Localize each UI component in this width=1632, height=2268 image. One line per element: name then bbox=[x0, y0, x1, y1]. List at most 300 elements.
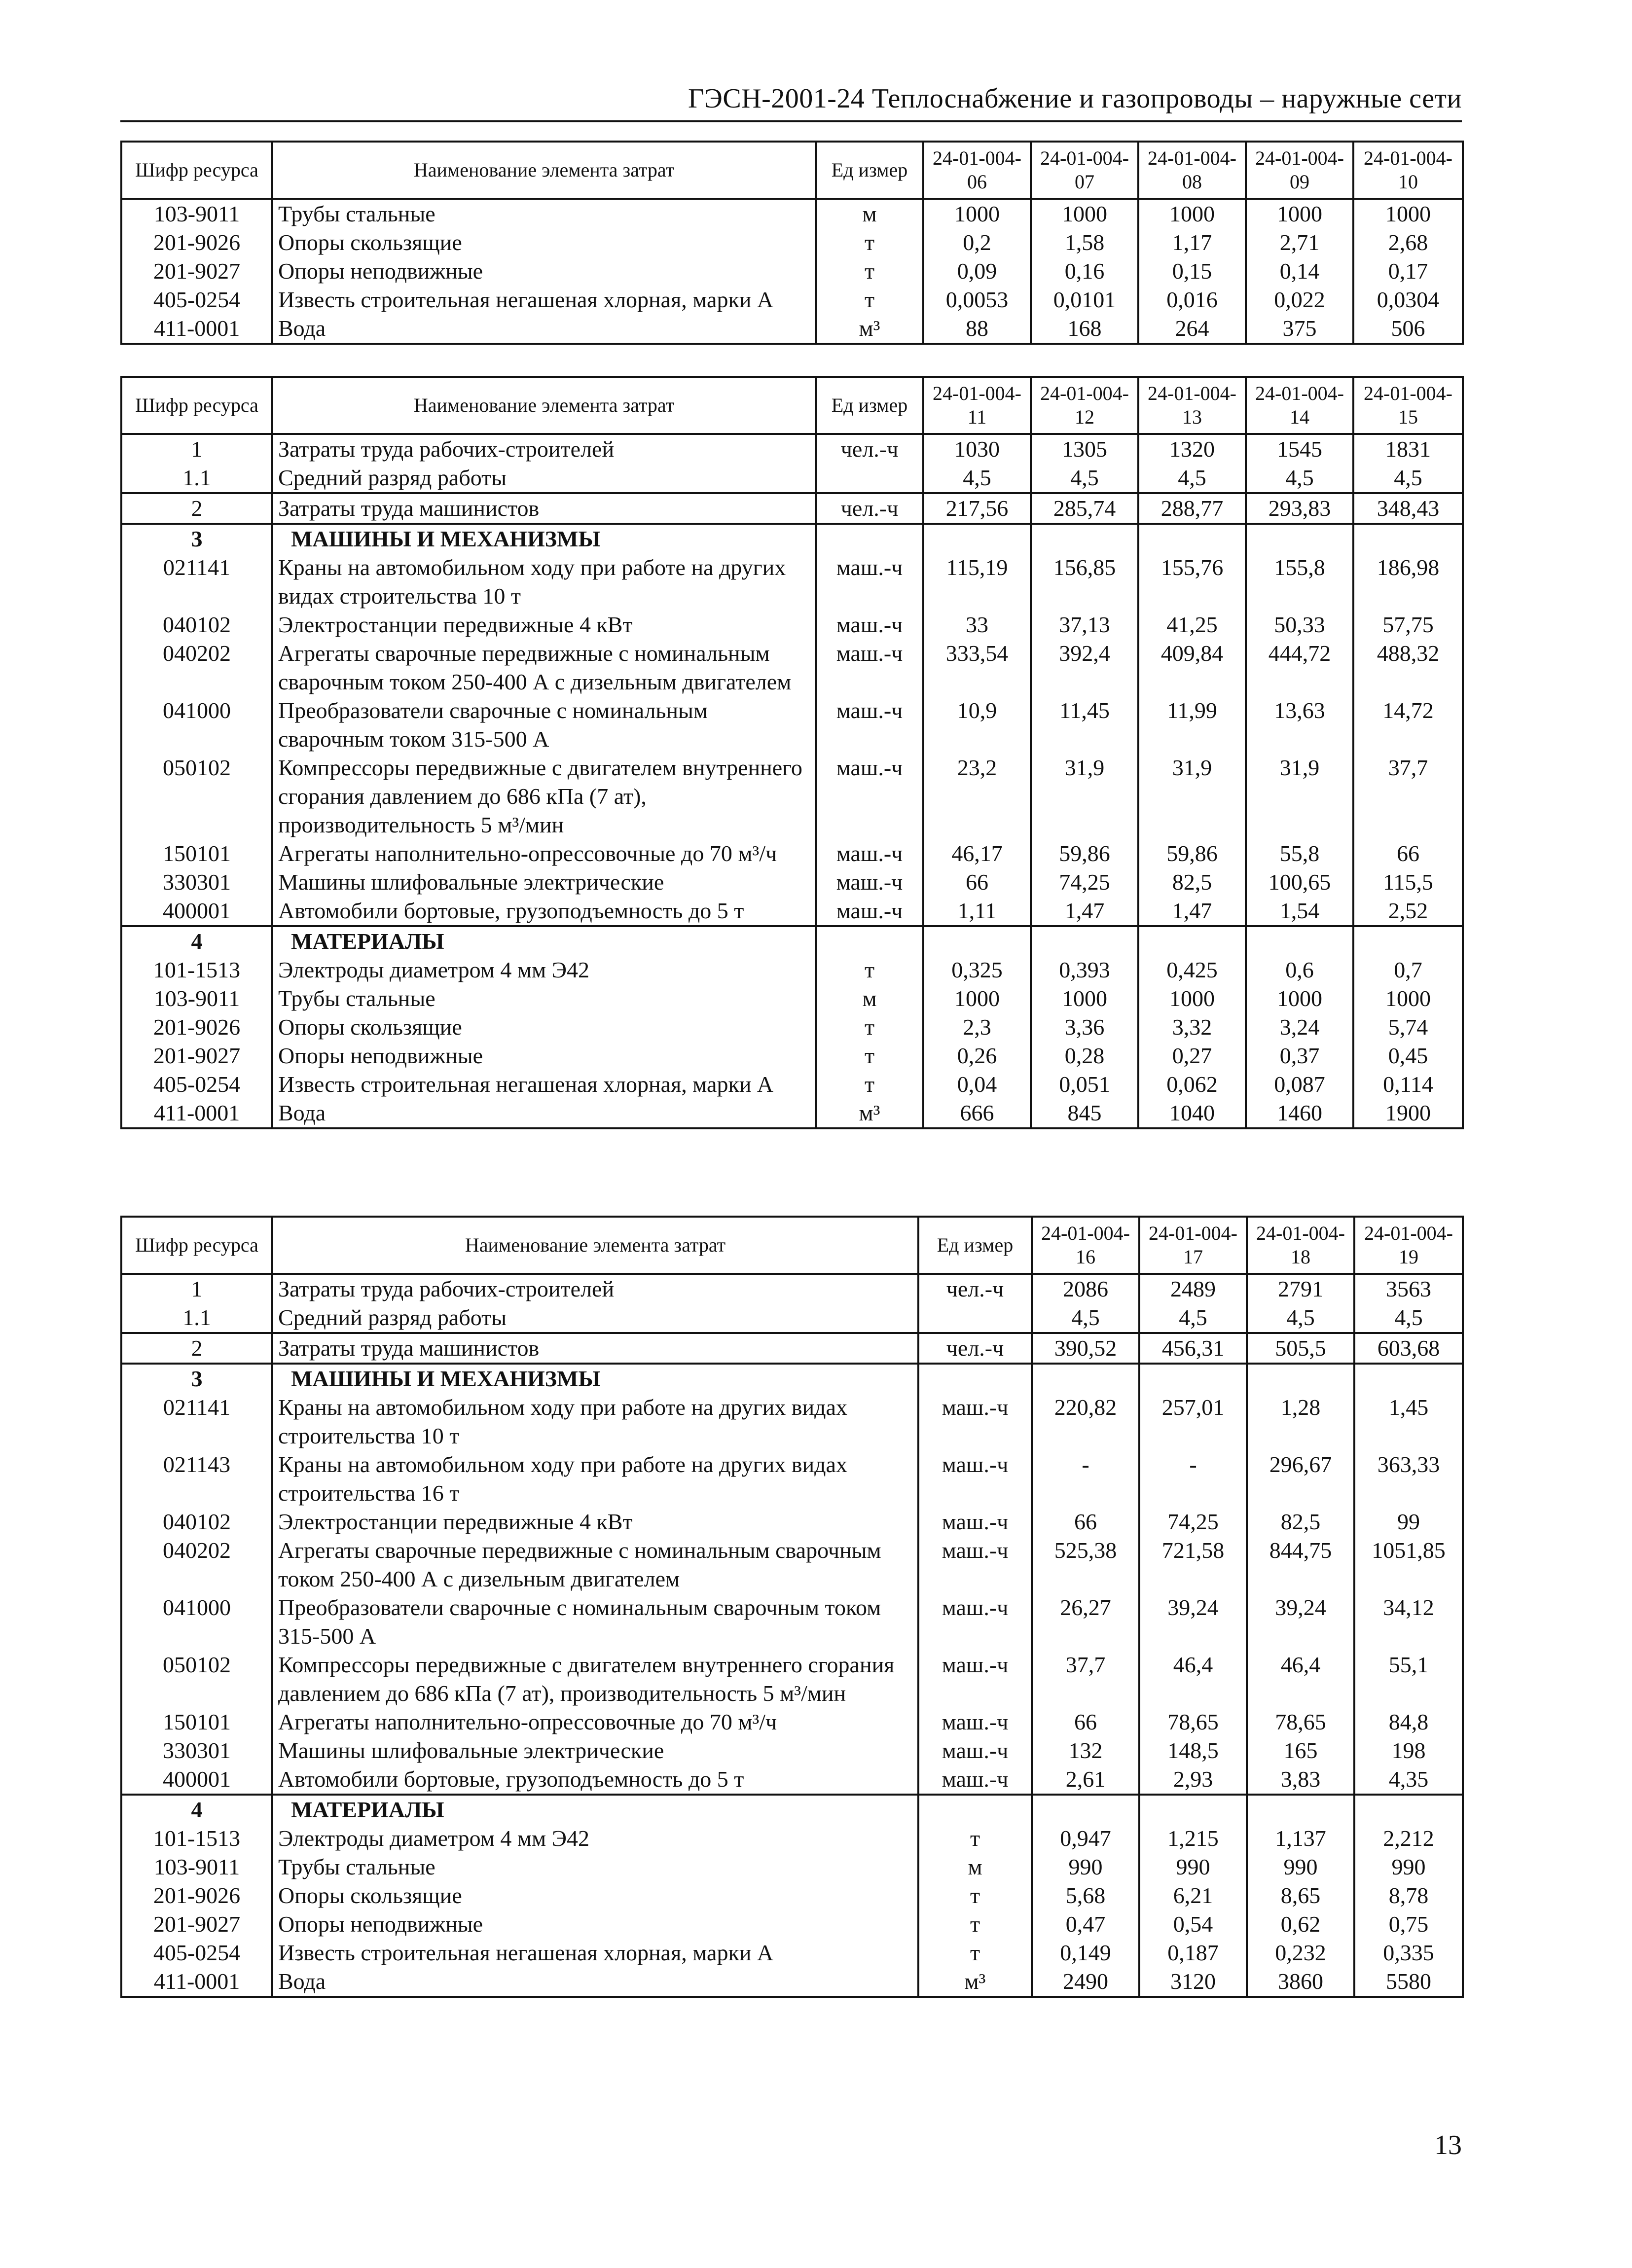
resource-name: Затраты труда рабочих-строителей bbox=[272, 434, 816, 464]
resource-value: 66 bbox=[1353, 839, 1463, 868]
resource-value: 4,5 bbox=[1032, 1303, 1139, 1333]
resource-value: 165 bbox=[1247, 1736, 1354, 1765]
resource-value: 285,74 bbox=[1031, 493, 1138, 524]
resource-value: 392,4 bbox=[1031, 639, 1138, 696]
resource-value: 444,72 bbox=[1246, 639, 1353, 696]
resource-value bbox=[1353, 524, 1463, 553]
table-row bbox=[121, 956, 1463, 984]
resource-unit: т bbox=[816, 257, 923, 286]
table-row bbox=[121, 314, 1463, 344]
resource-value: 26,27 bbox=[1032, 1593, 1139, 1651]
resource-value: 348,43 bbox=[1353, 493, 1463, 524]
resource-unit bbox=[816, 464, 923, 493]
resource-value: 603,68 bbox=[1354, 1333, 1463, 1364]
resource-unit: маш.-ч bbox=[816, 868, 923, 897]
resource-code: 1.1 bbox=[121, 464, 272, 493]
resource-value: 4,5 bbox=[1247, 1303, 1354, 1333]
resource-value: 13,63 bbox=[1246, 696, 1353, 754]
resource-unit: т bbox=[816, 286, 923, 314]
resource-value: 2489 bbox=[1139, 1274, 1247, 1303]
resource-name: Затраты труда машинистов bbox=[272, 1333, 918, 1364]
table-row bbox=[121, 286, 1463, 314]
resource-value: 390,52 bbox=[1032, 1333, 1139, 1364]
resource-value bbox=[923, 926, 1031, 956]
table-row bbox=[121, 199, 1463, 228]
resource-unit: м bbox=[816, 199, 923, 228]
resource-value: - bbox=[1032, 1450, 1139, 1508]
table-row bbox=[121, 1824, 1463, 1853]
resource-unit: м³ bbox=[816, 314, 923, 344]
resource-name: Агрегаты наполнительно-опрессовочные до 70 м³/ч bbox=[272, 1708, 918, 1736]
resource-name: Агрегаты наполнительно-опрессовочные до 70 м³/ч bbox=[272, 839, 816, 868]
resource-value: 39,24 bbox=[1139, 1593, 1247, 1651]
table-row bbox=[121, 493, 1463, 524]
resource-value: 11,45 bbox=[1031, 696, 1138, 754]
resource-value: 55,1 bbox=[1354, 1651, 1463, 1708]
resource-value: 46,17 bbox=[923, 839, 1031, 868]
resource-unit: т bbox=[816, 1070, 923, 1099]
resource-name: Средний разряд работы bbox=[272, 1303, 918, 1333]
resource-value: 4,5 bbox=[1353, 464, 1463, 493]
resource-unit: т bbox=[816, 1013, 923, 1042]
resource-value: 37,7 bbox=[1353, 754, 1463, 839]
resource-code: 201-9026 bbox=[121, 1881, 272, 1910]
resource-value: 409,84 bbox=[1138, 639, 1246, 696]
resource-value: 37,13 bbox=[1031, 611, 1138, 639]
resource-code: 040102 bbox=[121, 611, 272, 639]
resource-unit bbox=[918, 1364, 1032, 1393]
table-row bbox=[121, 897, 1463, 926]
resource-value: 0,016 bbox=[1138, 286, 1246, 314]
resource-value: 4,5 bbox=[1246, 464, 1353, 493]
resource-value: 31,9 bbox=[1031, 754, 1138, 839]
resource-value: 148,5 bbox=[1139, 1736, 1247, 1765]
table-row bbox=[121, 1042, 1463, 1070]
resource-value: 46,4 bbox=[1247, 1651, 1354, 1708]
column-header-name: Наименование элемента затрат bbox=[272, 142, 816, 199]
table-row bbox=[121, 696, 1463, 754]
resource-value: 2,212 bbox=[1354, 1824, 1463, 1853]
resource-value: 0,09 bbox=[923, 257, 1031, 286]
resource-unit: т bbox=[918, 1824, 1032, 1853]
resource-code: 150101 bbox=[121, 839, 272, 868]
resource-value: 0,37 bbox=[1246, 1042, 1353, 1070]
resource-unit bbox=[918, 1795, 1032, 1824]
resource-value: 14,72 bbox=[1353, 696, 1463, 754]
table-row bbox=[121, 1274, 1463, 1303]
resource-value: 2791 bbox=[1247, 1274, 1354, 1303]
resource-code: 2 bbox=[121, 493, 272, 524]
column-header-norm: 24-01-004-09 bbox=[1246, 142, 1353, 199]
resource-value: - bbox=[1139, 1450, 1247, 1508]
resource-value: 5,68 bbox=[1032, 1881, 1139, 1910]
resource-value: 525,38 bbox=[1032, 1536, 1139, 1593]
resource-value: 0,947 bbox=[1032, 1824, 1139, 1853]
resource-name: Вода bbox=[272, 1099, 816, 1128]
column-header-norm: 24-01-004-12 bbox=[1031, 377, 1138, 434]
table-row bbox=[121, 1651, 1463, 1708]
resource-value: 3,83 bbox=[1247, 1765, 1354, 1795]
resource-name: Опоры неподвижные bbox=[272, 1042, 816, 1070]
resource-value: 132 bbox=[1032, 1736, 1139, 1765]
resource-code: 405-0254 bbox=[121, 1939, 272, 1967]
resource-name: Опоры неподвижные bbox=[272, 1910, 918, 1939]
resource-value: 3,36 bbox=[1031, 1013, 1138, 1042]
resource-name: Автомобили бортовые, грузоподъемность до 5 т bbox=[272, 897, 816, 926]
resource-name: Краны на автомобильном ходу при работе на других видах строительства 16 т bbox=[272, 1450, 918, 1508]
resource-value: 3120 bbox=[1139, 1967, 1247, 1997]
resource-name: Компрессоры передвижные с двигателем внутреннего сгорания давлением до 686 кПа (7 ат), производительность 5 м³/мин bbox=[272, 1651, 918, 1708]
resource-value: 844,75 bbox=[1247, 1536, 1354, 1593]
table-row bbox=[121, 1881, 1463, 1910]
resource-value: 78,65 bbox=[1139, 1708, 1247, 1736]
resource-name: Затраты труда рабочих-строителей bbox=[272, 1274, 918, 1303]
resource-value: 0,051 bbox=[1031, 1070, 1138, 1099]
resource-unit: маш.-ч bbox=[816, 839, 923, 868]
resource-value: 1831 bbox=[1353, 434, 1463, 464]
table-row bbox=[121, 1099, 1463, 1128]
resource-unit: м³ bbox=[918, 1967, 1032, 1997]
resource-value: 4,5 bbox=[923, 464, 1031, 493]
resource-name: Преобразователи сварочные с номинальным сварочным током 315-500 А bbox=[272, 696, 816, 754]
resource-value: 5,74 bbox=[1353, 1013, 1463, 1042]
column-header-code: Шифр ресурса bbox=[121, 142, 272, 199]
resource-value: 33 bbox=[923, 611, 1031, 639]
resource-value: 156,85 bbox=[1031, 553, 1138, 611]
resource-value: 11,99 bbox=[1138, 696, 1246, 754]
resource-value: 31,9 bbox=[1246, 754, 1353, 839]
resource-name: Машины шлифовальные электрические bbox=[272, 1736, 918, 1765]
resource-value: 2,93 bbox=[1139, 1765, 1247, 1795]
resource-code: 040202 bbox=[121, 639, 272, 696]
resource-name: Машины шлифовальные электрические bbox=[272, 868, 816, 897]
resource-name: Электроды диаметром 4 мм Э42 bbox=[272, 956, 816, 984]
resource-value: 50,33 bbox=[1246, 611, 1353, 639]
resource-value: 186,98 bbox=[1353, 553, 1463, 611]
resource-unit: маш.-ч bbox=[816, 897, 923, 926]
resource-value: 990 bbox=[1139, 1853, 1247, 1881]
table-header-row bbox=[121, 142, 1463, 199]
resource-name: МАТЕРИАЛЫ bbox=[272, 1795, 918, 1824]
resource-value: 1900 bbox=[1353, 1099, 1463, 1128]
table-row bbox=[121, 553, 1463, 611]
resource-value: 0,6 bbox=[1246, 956, 1353, 984]
column-header-norm: 24-01-004-16 bbox=[1032, 1217, 1139, 1274]
resource-value: 34,12 bbox=[1354, 1593, 1463, 1651]
resource-code: 021143 bbox=[121, 1450, 272, 1508]
resource-value: 488,32 bbox=[1353, 639, 1463, 696]
resource-name: Краны на автомобильном ходу при работе на других видах строительства 10 т bbox=[272, 553, 816, 611]
cost-table-1 bbox=[120, 141, 1464, 345]
resource-name: Известь строительная негашеная хлорная, марки А bbox=[272, 1939, 918, 1967]
resource-value: 0,47 bbox=[1032, 1910, 1139, 1939]
resource-value: 4,5 bbox=[1354, 1303, 1463, 1333]
table-row bbox=[121, 1910, 1463, 1939]
resource-value: 0,425 bbox=[1138, 956, 1246, 984]
resource-value: 666 bbox=[923, 1099, 1031, 1128]
resource-code: 103-9011 bbox=[121, 1853, 272, 1881]
resource-value: 99 bbox=[1354, 1508, 1463, 1536]
page-header: ГЭСН-2001-24 Теплоснабжение и газопроводы – наружные сети bbox=[688, 83, 1462, 114]
table-header-row bbox=[121, 377, 1463, 434]
table-row bbox=[121, 1508, 1463, 1536]
resource-value: 74,25 bbox=[1139, 1508, 1247, 1536]
resource-unit: м³ bbox=[816, 1099, 923, 1128]
resource-value: 23,2 bbox=[923, 754, 1031, 839]
resource-value: 4,5 bbox=[1139, 1303, 1247, 1333]
resource-unit: маш.-ч bbox=[816, 754, 923, 839]
resource-value: 66 bbox=[1032, 1508, 1139, 1536]
resource-value: 1,47 bbox=[1031, 897, 1138, 926]
resource-value: 0,114 bbox=[1353, 1070, 1463, 1099]
resource-unit bbox=[816, 926, 923, 956]
resource-value: 456,31 bbox=[1139, 1333, 1247, 1364]
resource-name: Трубы стальные bbox=[272, 1853, 918, 1881]
table-row bbox=[121, 1765, 1463, 1795]
resource-unit: маш.-ч bbox=[918, 1765, 1032, 1795]
resource-name: Известь строительная негашеная хлорная, марки А bbox=[272, 1070, 816, 1099]
resource-unit: чел.-ч bbox=[816, 493, 923, 524]
resource-code: 021141 bbox=[121, 553, 272, 611]
section-row bbox=[121, 1364, 1463, 1393]
resource-value bbox=[1246, 926, 1353, 956]
resource-value: 990 bbox=[1247, 1853, 1354, 1881]
table-row bbox=[121, 984, 1463, 1013]
resource-value: 0,04 bbox=[923, 1070, 1031, 1099]
resource-value bbox=[1354, 1364, 1463, 1393]
resource-value: 1030 bbox=[923, 434, 1031, 464]
resource-value: 2,52 bbox=[1353, 897, 1463, 926]
resource-value: 4,5 bbox=[1138, 464, 1246, 493]
resource-value: 3563 bbox=[1354, 1274, 1463, 1303]
resource-value: 1000 bbox=[1353, 984, 1463, 1013]
section-row bbox=[121, 524, 1463, 553]
resource-value: 0,325 bbox=[923, 956, 1031, 984]
table-row bbox=[121, 1333, 1463, 1364]
resource-code: 103-9011 bbox=[121, 199, 272, 228]
resource-name: Вода bbox=[272, 1967, 918, 1997]
resource-code: 405-0254 bbox=[121, 286, 272, 314]
resource-value: 1040 bbox=[1138, 1099, 1246, 1128]
resource-value: 0,0304 bbox=[1353, 286, 1463, 314]
resource-value: 990 bbox=[1032, 1853, 1139, 1881]
resource-value: 1000 bbox=[1246, 199, 1353, 228]
column-header-norm: 24-01-004-14 bbox=[1246, 377, 1353, 434]
resource-value: 288,77 bbox=[1138, 493, 1246, 524]
resource-value: 4,5 bbox=[1031, 464, 1138, 493]
resource-value: 2490 bbox=[1032, 1967, 1139, 1997]
resource-value: 66 bbox=[1032, 1708, 1139, 1736]
resource-value bbox=[1139, 1795, 1247, 1824]
resource-code: 1 bbox=[121, 434, 272, 464]
resource-value: 1305 bbox=[1031, 434, 1138, 464]
resource-code: 4 bbox=[121, 1795, 272, 1824]
resource-value: 375 bbox=[1246, 314, 1353, 344]
resource-value: 506 bbox=[1353, 314, 1463, 344]
resource-code: 3 bbox=[121, 1364, 272, 1393]
resource-value: 0,062 bbox=[1138, 1070, 1246, 1099]
table-row bbox=[121, 257, 1463, 286]
column-header-code: Шифр ресурса bbox=[121, 377, 272, 434]
resource-name: Электростанции передвижные 4 кВт bbox=[272, 1508, 918, 1536]
resource-value: 2,3 bbox=[923, 1013, 1031, 1042]
resource-value bbox=[923, 524, 1031, 553]
resource-value: 0,335 bbox=[1354, 1939, 1463, 1967]
column-header-unit: Ед измер bbox=[918, 1217, 1032, 1274]
resource-value: 0,62 bbox=[1247, 1910, 1354, 1939]
table-row bbox=[121, 1736, 1463, 1765]
table-row bbox=[121, 754, 1463, 839]
resource-value: 55,8 bbox=[1246, 839, 1353, 868]
resource-unit: т bbox=[918, 1910, 1032, 1939]
resource-value: 1460 bbox=[1246, 1099, 1353, 1128]
resource-value: 1,45 bbox=[1354, 1393, 1463, 1450]
resource-unit: маш.-ч bbox=[918, 1651, 1032, 1708]
resource-value: 363,33 bbox=[1354, 1450, 1463, 1508]
resource-value bbox=[1354, 1795, 1463, 1824]
resource-value: 168 bbox=[1031, 314, 1138, 344]
resource-value: 296,67 bbox=[1247, 1450, 1354, 1508]
resource-unit: чел.-ч bbox=[918, 1274, 1032, 1303]
resource-value: 2,61 bbox=[1032, 1765, 1139, 1795]
resource-unit bbox=[816, 524, 923, 553]
resource-code: 201-9027 bbox=[121, 1910, 272, 1939]
resource-value: 4,35 bbox=[1354, 1765, 1463, 1795]
table-row bbox=[121, 1536, 1463, 1593]
resource-unit: маш.-ч bbox=[816, 553, 923, 611]
resource-name: Компрессоры передвижные с двигателем внутреннего сгорания давлением до 686 кПа (7 ат), производительность 5 м³/мин bbox=[272, 754, 816, 839]
column-header-norm: 24-01-004-06 bbox=[923, 142, 1031, 199]
resource-code: 3 bbox=[121, 524, 272, 553]
resource-value: 0,2 bbox=[923, 228, 1031, 257]
resource-value: 155,76 bbox=[1138, 553, 1246, 611]
resource-value: 41,25 bbox=[1138, 611, 1246, 639]
resource-code: 405-0254 bbox=[121, 1070, 272, 1099]
resource-value: 0,022 bbox=[1246, 286, 1353, 314]
resource-value bbox=[1031, 524, 1138, 553]
resource-code: 411-0001 bbox=[121, 1967, 272, 1997]
column-header-norm: 24-01-004-07 bbox=[1031, 142, 1138, 199]
resource-value bbox=[1032, 1364, 1139, 1393]
section-row bbox=[121, 926, 1463, 956]
resource-value: 2,68 bbox=[1353, 228, 1463, 257]
resource-value: 721,58 bbox=[1139, 1536, 1247, 1593]
resource-value bbox=[1032, 1795, 1139, 1824]
resource-value: 3,32 bbox=[1138, 1013, 1246, 1042]
resource-name: Краны на автомобильном ходу при работе на других видах строительства 10 т bbox=[272, 1393, 918, 1450]
resource-unit: т bbox=[816, 228, 923, 257]
resource-value: 82,5 bbox=[1138, 868, 1246, 897]
resource-value bbox=[1138, 524, 1246, 553]
resource-value: 0,75 bbox=[1354, 1910, 1463, 1939]
resource-value: 1,17 bbox=[1138, 228, 1246, 257]
table-row bbox=[121, 1853, 1463, 1881]
cost-table-3 bbox=[120, 1216, 1464, 1998]
resource-value bbox=[1247, 1364, 1354, 1393]
section-row bbox=[121, 1795, 1463, 1824]
resource-code: 150101 bbox=[121, 1708, 272, 1736]
resource-name: Электроды диаметром 4 мм Э42 bbox=[272, 1824, 918, 1853]
column-header-norm: 24-01-004-13 bbox=[1138, 377, 1246, 434]
resource-value: 100,65 bbox=[1246, 868, 1353, 897]
column-header-code: Шифр ресурса bbox=[121, 1217, 272, 1274]
resource-value: 1000 bbox=[1353, 199, 1463, 228]
column-header-name: Наименование элемента затрат bbox=[272, 1217, 918, 1274]
resource-value: 66 bbox=[923, 868, 1031, 897]
resource-unit: маш.-ч bbox=[918, 1593, 1032, 1651]
resource-unit: т bbox=[918, 1939, 1032, 1967]
resource-unit: маш.-ч bbox=[918, 1708, 1032, 1736]
resource-code: 101-1513 bbox=[121, 956, 272, 984]
resource-value: 0,17 bbox=[1353, 257, 1463, 286]
resource-name: Преобразователи сварочные с номинальным сварочным током 315-500 А bbox=[272, 1593, 918, 1651]
resource-value: 1000 bbox=[1138, 984, 1246, 1013]
resource-code: 4 bbox=[121, 926, 272, 956]
resource-value: 88 bbox=[923, 314, 1031, 344]
column-header-norm: 24-01-004-08 bbox=[1138, 142, 1246, 199]
resource-value: 2086 bbox=[1032, 1274, 1139, 1303]
column-header-norm: 24-01-004-10 bbox=[1353, 142, 1463, 199]
resource-value: 0,7 bbox=[1353, 956, 1463, 984]
resource-value: 990 bbox=[1354, 1853, 1463, 1881]
table-row bbox=[121, 1939, 1463, 1967]
resource-value: 1,137 bbox=[1247, 1824, 1354, 1853]
resource-value: 0,187 bbox=[1139, 1939, 1247, 1967]
resource-code: 1 bbox=[121, 1274, 272, 1303]
resource-value bbox=[1246, 524, 1353, 553]
resource-name: Трубы стальные bbox=[272, 984, 816, 1013]
resource-value: 1545 bbox=[1246, 434, 1353, 464]
resource-value: 1000 bbox=[1246, 984, 1353, 1013]
resource-code: 050102 bbox=[121, 754, 272, 839]
resource-value: 8,78 bbox=[1354, 1881, 1463, 1910]
resource-value bbox=[1353, 926, 1463, 956]
resource-code: 201-9027 bbox=[121, 257, 272, 286]
resource-value: 198 bbox=[1354, 1736, 1463, 1765]
resource-code: 021141 bbox=[121, 1393, 272, 1450]
resource-code: 411-0001 bbox=[121, 314, 272, 344]
table-row bbox=[121, 228, 1463, 257]
resource-unit: маш.-ч bbox=[918, 1536, 1032, 1593]
resource-code: 2 bbox=[121, 1333, 272, 1364]
resource-value: 82,5 bbox=[1247, 1508, 1354, 1536]
resource-name: Трубы стальные bbox=[272, 199, 816, 228]
column-header-unit: Ед измер bbox=[816, 377, 923, 434]
resource-value: 0,15 bbox=[1138, 257, 1246, 286]
column-header-norm: 24-01-004-17 bbox=[1139, 1217, 1247, 1274]
resource-value: 74,25 bbox=[1031, 868, 1138, 897]
resource-name: Затраты труда машинистов bbox=[272, 493, 816, 524]
resource-value: 264 bbox=[1138, 314, 1246, 344]
resource-value: 0,393 bbox=[1031, 956, 1138, 984]
resource-value: 10,9 bbox=[923, 696, 1031, 754]
table-row bbox=[121, 868, 1463, 897]
resource-unit: маш.-ч bbox=[816, 611, 923, 639]
resource-name: Вода bbox=[272, 314, 816, 344]
header-rule bbox=[120, 120, 1462, 122]
resource-value: 845 bbox=[1031, 1099, 1138, 1128]
table-row bbox=[121, 1967, 1463, 1997]
column-header-norm: 24-01-004-15 bbox=[1353, 377, 1463, 434]
resource-code: 101-1513 bbox=[121, 1824, 272, 1853]
resource-value: 1051,85 bbox=[1354, 1536, 1463, 1593]
resource-value: 1320 bbox=[1138, 434, 1246, 464]
resource-value: 220,82 bbox=[1032, 1393, 1139, 1450]
table-row bbox=[121, 611, 1463, 639]
table-row bbox=[121, 464, 1463, 493]
resource-code: 041000 bbox=[121, 696, 272, 754]
resource-value: 59,86 bbox=[1138, 839, 1246, 868]
